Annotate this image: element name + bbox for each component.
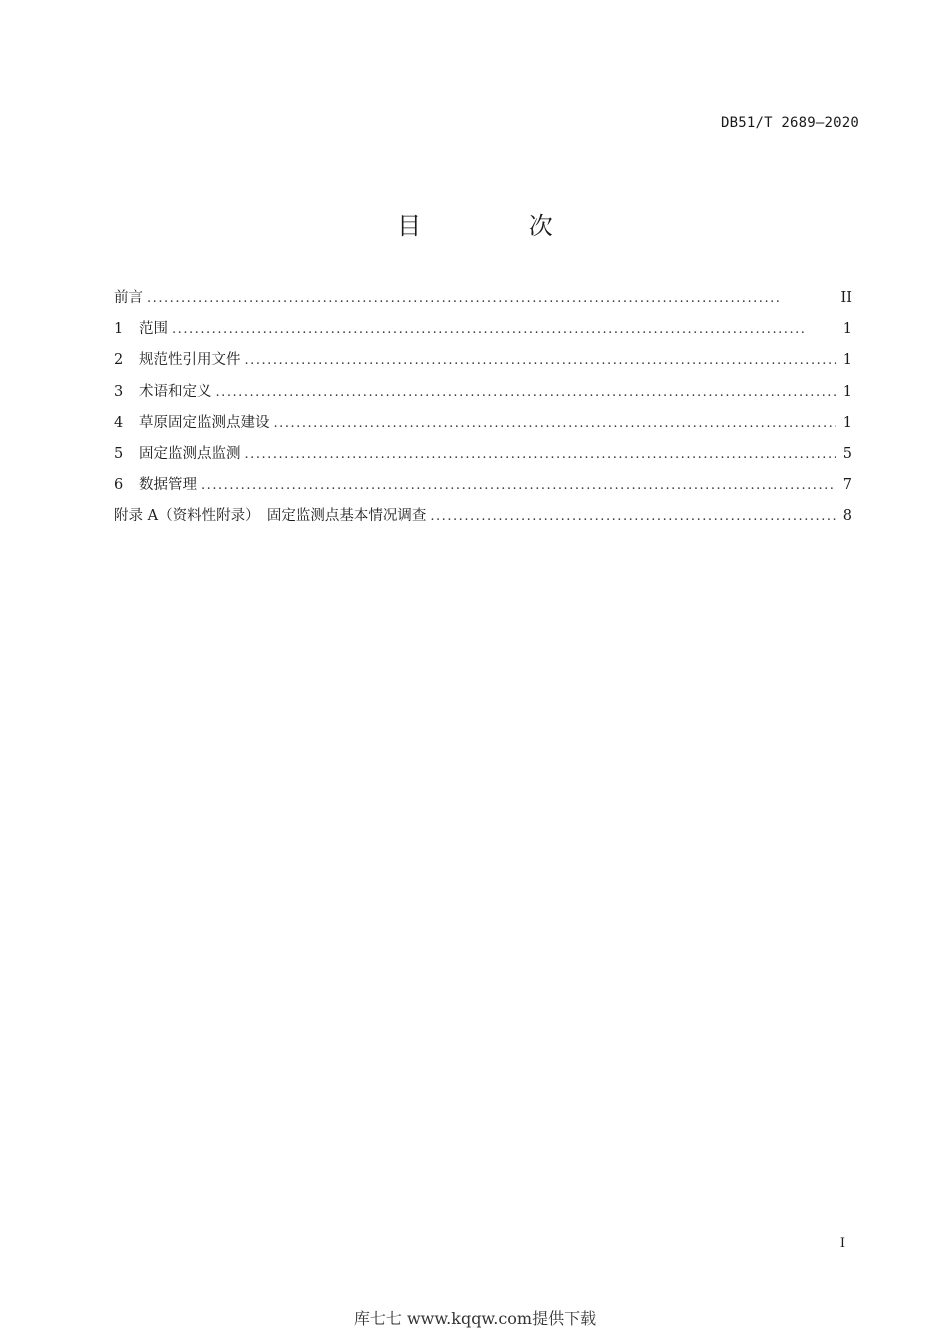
toc-entry-label: 规范性引用文件 <box>139 352 241 369</box>
toc-entry-foreword[interactable] <box>114 286 852 317</box>
toc-entry-number: 2 <box>114 352 124 369</box>
toc-entry-label: 前言 <box>114 290 143 306</box>
toc-entry-scope[interactable] <box>114 317 852 348</box>
toc-entry-label: 固定监测点监测 <box>139 445 241 462</box>
toc-entry-page: 5 <box>842 445 852 462</box>
toc-entry-page: II <box>840 290 852 306</box>
table-of-contents <box>114 286 852 536</box>
toc-leader-dots <box>147 291 835 306</box>
toc-leader-dots <box>216 385 837 400</box>
toc-leader-dots <box>245 447 837 462</box>
toc-entry-label: 术语和定义 <box>139 383 212 400</box>
toc-entry-terms-definitions[interactable] <box>114 380 852 411</box>
toc-entry-monitoring-point-monitoring[interactable] <box>114 442 852 473</box>
toc-leader-dots <box>201 478 836 493</box>
toc-entry-page: 8 <box>842 508 852 525</box>
toc-entry-label: 草原固定监测点建设 <box>139 414 270 431</box>
page-number: I <box>839 1236 845 1251</box>
toc-entry-page: 1 <box>842 352 852 369</box>
toc-entry-page: 1 <box>842 321 852 338</box>
toc-entry-number: 6 <box>114 477 124 494</box>
toc-entry-page: 1 <box>842 414 852 431</box>
toc-entry-normative-references[interactable] <box>114 348 852 379</box>
toc-leader-dots <box>274 416 837 431</box>
toc-entry-number: 5 <box>114 445 124 462</box>
toc-title: 目 次 <box>397 212 603 240</box>
toc-entry-label: 数据管理 <box>139 477 197 494</box>
download-watermark: 库七七 www.kqqw.com提供下载 <box>353 1309 597 1328</box>
toc-entry-number: 1 <box>114 321 124 338</box>
toc-entry-number: 4 <box>114 414 124 431</box>
toc-leader-dots <box>245 353 837 368</box>
toc-entry-page: 1 <box>842 383 852 400</box>
toc-entry-number: 3 <box>114 383 124 400</box>
document-code: DB51/T 2689—2020 <box>720 115 859 131</box>
toc-entry-data-management[interactable] <box>114 473 852 504</box>
toc-entry-appendix-a[interactable] <box>114 504 852 535</box>
toc-entry-page: 7 <box>842 477 852 494</box>
toc-entry-label: 附录 A（资料性附录） 固定监测点基本情况调查 <box>114 508 427 525</box>
toc-leader-dots <box>430 509 836 524</box>
toc-entry-label: 范围 <box>139 321 168 338</box>
toc-leader-dots <box>172 322 836 337</box>
toc-entry-monitoring-point-construction[interactable] <box>114 411 852 442</box>
